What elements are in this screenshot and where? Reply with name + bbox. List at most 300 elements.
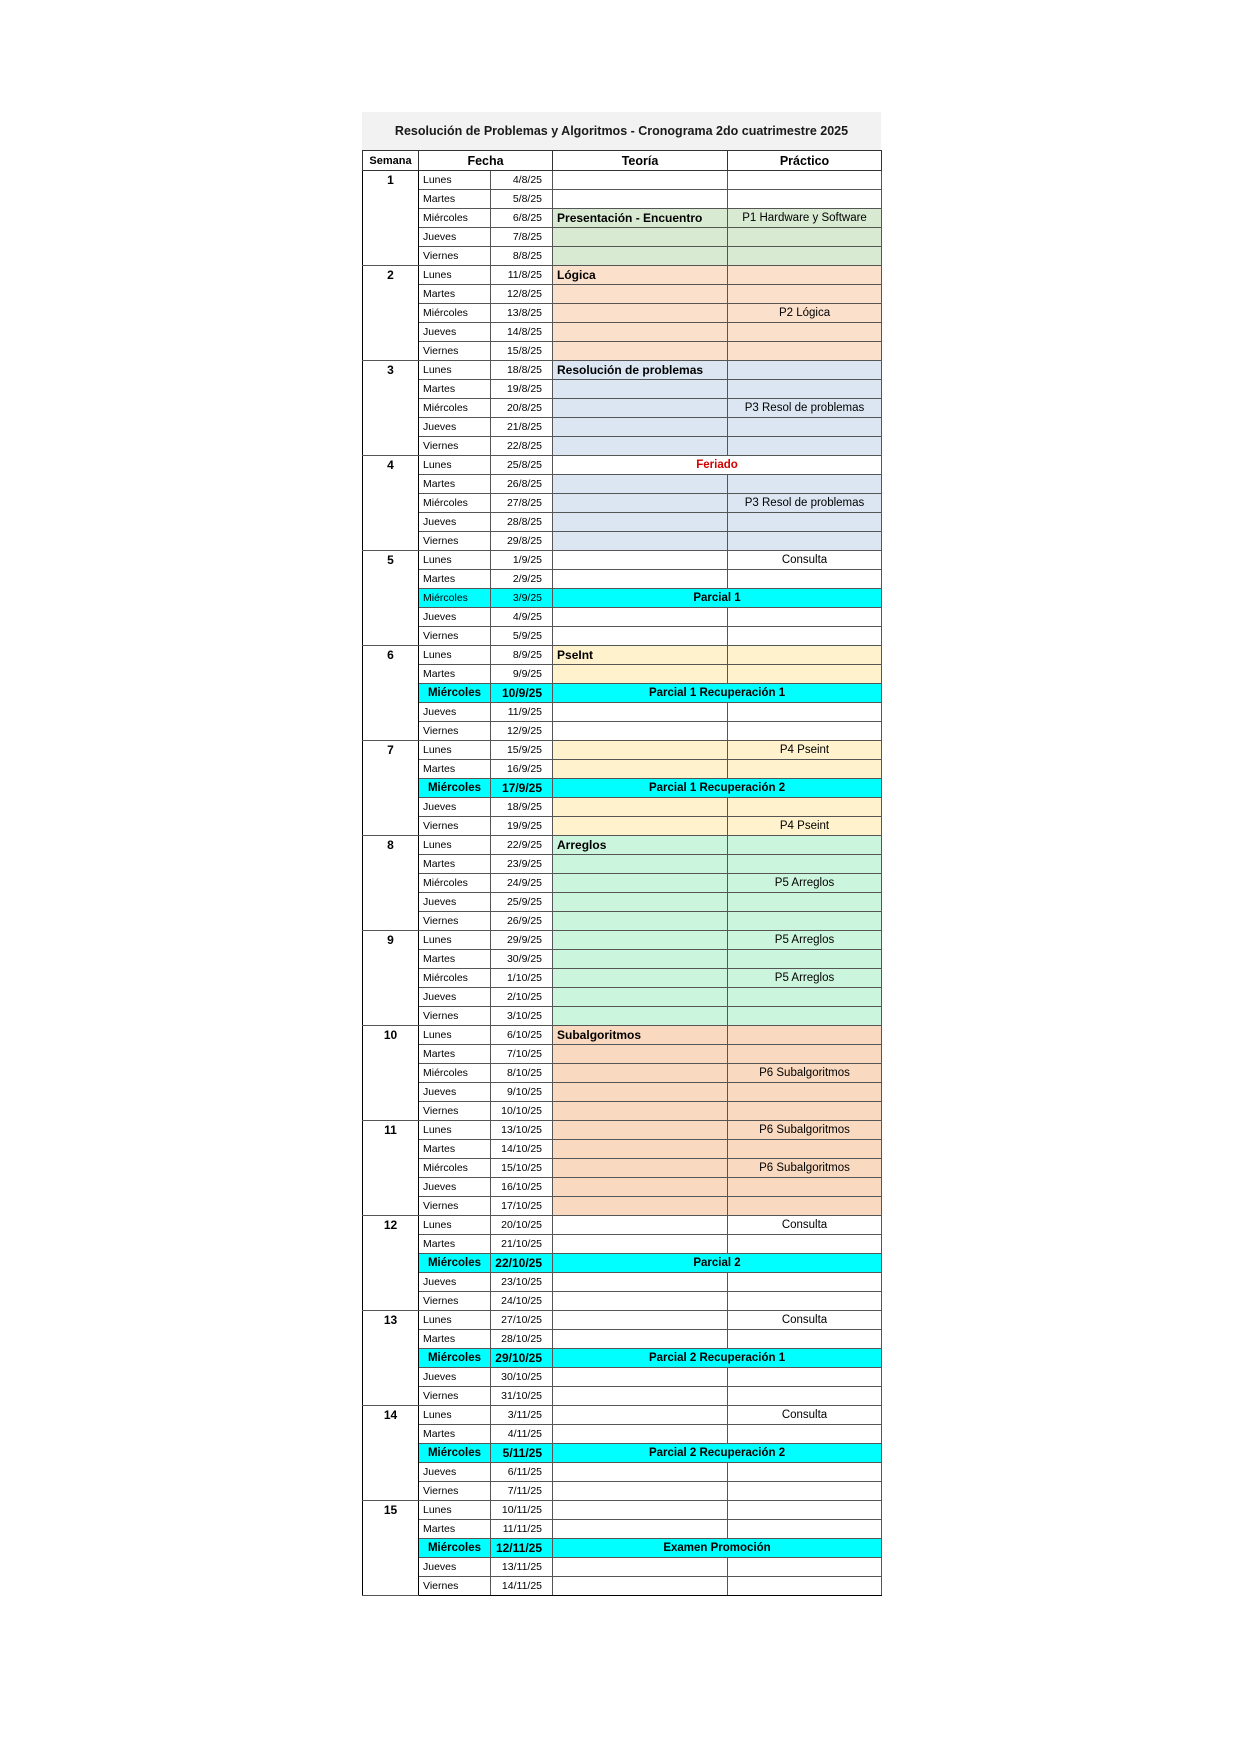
day-cell: Miércoles <box>419 874 491 893</box>
day-cell: Lunes <box>419 266 491 285</box>
practico-cell <box>728 285 882 304</box>
practico-cell <box>728 1140 882 1159</box>
teoria-cell <box>553 1064 728 1083</box>
schedule-row <box>363 874 882 893</box>
day-cell: Martes <box>419 1425 491 1444</box>
event-cell: Parcial 2 <box>553 1254 882 1273</box>
date-cell: 7/11/25 <box>491 1482 553 1501</box>
date-cell: 5/8/25 <box>491 190 553 209</box>
schedule-row <box>363 1292 882 1311</box>
practico-cell <box>728 380 882 399</box>
date-cell: 4/11/25 <box>491 1425 553 1444</box>
day-cell: Miércoles <box>419 304 491 323</box>
week-number: 9 <box>363 931 419 1026</box>
teoria-cell: Resolución de problemas <box>553 361 728 380</box>
teoria-cell <box>553 380 728 399</box>
week-number: 13 <box>363 1311 419 1406</box>
date-cell: 10/10/25 <box>491 1102 553 1121</box>
practico-cell <box>728 1235 882 1254</box>
date-cell: 22/8/25 <box>491 437 553 456</box>
day-cell: Viernes <box>419 247 491 266</box>
practico-cell <box>728 912 882 931</box>
schedule-row <box>363 1178 882 1197</box>
practico-cell <box>728 1330 882 1349</box>
schedule-row <box>363 1577 882 1596</box>
practico-cell: P6 Subalgoritmos <box>728 1121 882 1140</box>
schedule-row <box>363 817 882 836</box>
schedule-table <box>362 150 882 1596</box>
practico-cell <box>728 1292 882 1311</box>
day-cell: Viernes <box>419 912 491 931</box>
practico-cell <box>728 1577 882 1596</box>
practico-cell: P1 Hardware y Software <box>728 209 882 228</box>
teoria-cell <box>553 912 728 931</box>
date-cell: 15/9/25 <box>491 741 553 760</box>
schedule-row <box>363 798 882 817</box>
practico-cell: P3 Resol de problemas <box>728 494 882 513</box>
schedule-row <box>363 1425 882 1444</box>
header-practico: Práctico <box>728 151 882 171</box>
day-cell: Martes <box>419 855 491 874</box>
week-number: 12 <box>363 1216 419 1311</box>
schedule-row <box>363 836 882 855</box>
date-cell: 24/9/25 <box>491 874 553 893</box>
day-cell: Miércoles <box>419 589 491 608</box>
schedule-row <box>363 1216 882 1235</box>
schedule-row <box>363 570 882 589</box>
schedule-row <box>363 437 882 456</box>
teoria-cell: Arreglos <box>553 836 728 855</box>
schedule-row <box>363 1273 882 1292</box>
teoria-cell <box>553 893 728 912</box>
teoria-cell: Subalgoritmos <box>553 1026 728 1045</box>
teoria-cell <box>553 1121 728 1140</box>
event-cell: Feriado <box>553 456 882 475</box>
schedule-row <box>363 1235 882 1254</box>
event-cell: Parcial 1 <box>553 589 882 608</box>
week-number: 6 <box>363 646 419 741</box>
schedule-row <box>363 950 882 969</box>
date-cell: 29/9/25 <box>491 931 553 950</box>
schedule-row <box>363 760 882 779</box>
date-cell: 26/8/25 <box>491 475 553 494</box>
schedule-row <box>363 228 882 247</box>
teoria-cell <box>553 950 728 969</box>
date-cell: 20/10/25 <box>491 1216 553 1235</box>
teoria-cell <box>553 760 728 779</box>
day-cell: Jueves <box>419 703 491 722</box>
day-cell: Martes <box>419 380 491 399</box>
date-cell: 10/9/25 <box>491 684 553 703</box>
teoria-cell <box>553 1140 728 1159</box>
header-semana: Semana <box>363 151 419 171</box>
day-cell: Lunes <box>419 646 491 665</box>
week-number: 7 <box>363 741 419 836</box>
teoria-cell <box>553 304 728 323</box>
day-cell: Viernes <box>419 1482 491 1501</box>
teoria-cell <box>553 1178 728 1197</box>
date-cell: 7/8/25 <box>491 228 553 247</box>
day-cell: Miércoles <box>419 969 491 988</box>
date-cell: 28/8/25 <box>491 513 553 532</box>
teoria-cell: Lógica <box>553 266 728 285</box>
practico-cell <box>728 228 882 247</box>
teoria-cell <box>553 532 728 551</box>
day-cell: Lunes <box>419 1501 491 1520</box>
schedule-row <box>363 627 882 646</box>
teoria-cell <box>553 285 728 304</box>
schedule-row <box>363 1045 882 1064</box>
header-fecha: Fecha <box>419 151 553 171</box>
day-cell: Martes <box>419 760 491 779</box>
day-cell: Jueves <box>419 513 491 532</box>
day-cell: Miércoles <box>419 1444 491 1463</box>
day-cell: Miércoles <box>419 1539 491 1558</box>
day-cell: Martes <box>419 1045 491 1064</box>
schedule-row <box>363 266 882 285</box>
schedule-row <box>363 931 882 950</box>
day-cell: Viernes <box>419 817 491 836</box>
date-cell: 15/8/25 <box>491 342 553 361</box>
schedule-row <box>363 1121 882 1140</box>
date-cell: 6/10/25 <box>491 1026 553 1045</box>
day-cell: Miércoles <box>419 1254 491 1273</box>
date-cell: 18/9/25 <box>491 798 553 817</box>
schedule-row <box>363 741 882 760</box>
day-cell: Viernes <box>419 1007 491 1026</box>
schedule-row <box>363 1026 882 1045</box>
practico-cell <box>728 950 882 969</box>
practico-cell <box>728 1463 882 1482</box>
practico-cell <box>728 266 882 285</box>
date-cell: 16/10/25 <box>491 1178 553 1197</box>
schedule-row <box>363 684 882 703</box>
practico-cell <box>728 418 882 437</box>
schedule-row <box>363 1387 882 1406</box>
practico-cell <box>728 836 882 855</box>
day-cell: Lunes <box>419 171 491 190</box>
event-cell: Parcial 2 Recuperación 1 <box>553 1349 882 1368</box>
day-cell: Lunes <box>419 931 491 950</box>
schedule-row <box>363 1311 882 1330</box>
schedule-row <box>363 1482 882 1501</box>
week-number: 4 <box>363 456 419 551</box>
practico-cell <box>728 437 882 456</box>
day-cell: Jueves <box>419 228 491 247</box>
date-cell: 25/8/25 <box>491 456 553 475</box>
date-cell: 27/10/25 <box>491 1311 553 1330</box>
date-cell: 8/8/25 <box>491 247 553 266</box>
schedule-row <box>363 665 882 684</box>
day-cell: Jueves <box>419 1463 491 1482</box>
day-cell: Miércoles <box>419 399 491 418</box>
teoria-cell <box>553 627 728 646</box>
day-cell: Lunes <box>419 1311 491 1330</box>
day-cell: Jueves <box>419 1558 491 1577</box>
event-cell: Parcial 1 Recuperación 2 <box>553 779 882 798</box>
day-cell: Martes <box>419 570 491 589</box>
schedule-row <box>363 380 882 399</box>
day-cell: Martes <box>419 1235 491 1254</box>
teoria-cell <box>553 608 728 627</box>
schedule-row <box>363 1197 882 1216</box>
teoria-cell <box>553 323 728 342</box>
schedule-sheet <box>362 112 881 1596</box>
day-cell: Jueves <box>419 893 491 912</box>
practico-cell <box>728 1273 882 1292</box>
practico-cell <box>728 760 882 779</box>
day-cell: Martes <box>419 190 491 209</box>
teoria-cell <box>553 1007 728 1026</box>
practico-cell <box>728 1083 882 1102</box>
day-cell: Jueves <box>419 608 491 627</box>
teoria-cell <box>553 1159 728 1178</box>
event-cell: Parcial 2 Recuperación 2 <box>553 1444 882 1463</box>
teoria-cell <box>553 1311 728 1330</box>
day-cell: Lunes <box>419 361 491 380</box>
day-cell: Viernes <box>419 1577 491 1596</box>
teoria-cell <box>553 1577 728 1596</box>
practico-cell <box>728 627 882 646</box>
practico-cell <box>728 646 882 665</box>
teoria-cell <box>553 1482 728 1501</box>
teoria-cell <box>553 475 728 494</box>
schedule-row <box>363 304 882 323</box>
schedule-row <box>363 969 882 988</box>
teoria-cell <box>553 988 728 1007</box>
practico-cell <box>728 608 882 627</box>
teoria-cell <box>553 1197 728 1216</box>
date-cell: 30/10/25 <box>491 1368 553 1387</box>
date-cell: 7/10/25 <box>491 1045 553 1064</box>
day-cell: Jueves <box>419 1178 491 1197</box>
week-number: 3 <box>363 361 419 456</box>
event-cell: Parcial 1 Recuperación 1 <box>553 684 882 703</box>
practico-cell: P4 Pseint <box>728 741 882 760</box>
week-number: 10 <box>363 1026 419 1121</box>
schedule-row <box>363 988 882 1007</box>
teoria-cell <box>553 798 728 817</box>
week-number: 15 <box>363 1501 419 1596</box>
day-cell: Viernes <box>419 1387 491 1406</box>
schedule-row <box>363 399 882 418</box>
schedule-row <box>363 532 882 551</box>
teoria-cell <box>553 1330 728 1349</box>
date-cell: 4/8/25 <box>491 171 553 190</box>
date-cell: 20/8/25 <box>491 399 553 418</box>
practico-cell <box>728 665 882 684</box>
date-cell: 15/10/25 <box>491 1159 553 1178</box>
date-cell: 5/11/25 <box>491 1444 553 1463</box>
teoria-cell <box>553 399 728 418</box>
teoria-cell <box>553 342 728 361</box>
day-cell: Lunes <box>419 1121 491 1140</box>
date-cell: 1/10/25 <box>491 969 553 988</box>
schedule-row <box>363 722 882 741</box>
practico-cell <box>728 513 882 532</box>
practico-cell <box>728 798 882 817</box>
schedule-row <box>363 475 882 494</box>
teoria-cell <box>553 228 728 247</box>
date-cell: 19/8/25 <box>491 380 553 399</box>
teoria-cell <box>553 817 728 836</box>
day-cell: Miércoles <box>419 209 491 228</box>
schedule-row <box>363 646 882 665</box>
day-cell: Viernes <box>419 1292 491 1311</box>
date-cell: 14/10/25 <box>491 1140 553 1159</box>
week-number: 8 <box>363 836 419 931</box>
day-cell: Miércoles <box>419 684 491 703</box>
practico-cell <box>728 1197 882 1216</box>
day-cell: Viernes <box>419 722 491 741</box>
schedule-row <box>363 513 882 532</box>
day-cell: Viernes <box>419 342 491 361</box>
header-teoria: Teoría <box>553 151 728 171</box>
date-cell: 8/10/25 <box>491 1064 553 1083</box>
teoria-cell <box>553 190 728 209</box>
practico-cell <box>728 1387 882 1406</box>
practico-cell <box>728 361 882 380</box>
day-cell: Jueves <box>419 1273 491 1292</box>
date-cell: 13/10/25 <box>491 1121 553 1140</box>
teoria-cell <box>553 418 728 437</box>
day-cell: Miércoles <box>419 779 491 798</box>
day-cell: Jueves <box>419 1368 491 1387</box>
schedule-row <box>363 1083 882 1102</box>
teoria-cell <box>553 1520 728 1539</box>
date-cell: 22/9/25 <box>491 836 553 855</box>
practico-cell <box>728 1425 882 1444</box>
date-cell: 22/10/25 <box>491 1254 553 1273</box>
event-cell: Examen Promoción <box>553 1539 882 1558</box>
practico-cell <box>728 1482 882 1501</box>
practico-cell <box>728 855 882 874</box>
day-cell: Martes <box>419 475 491 494</box>
practico-cell <box>728 532 882 551</box>
teoria-cell <box>553 1235 728 1254</box>
teoria-cell <box>553 703 728 722</box>
day-cell: Lunes <box>419 456 491 475</box>
date-cell: 17/10/25 <box>491 1197 553 1216</box>
date-cell: 12/11/25 <box>491 1539 553 1558</box>
day-cell: Martes <box>419 285 491 304</box>
practico-cell: P6 Subalgoritmos <box>728 1159 882 1178</box>
date-cell: 13/8/25 <box>491 304 553 323</box>
practico-cell <box>728 1045 882 1064</box>
date-cell: 5/9/25 <box>491 627 553 646</box>
schedule-row <box>363 1444 882 1463</box>
practico-cell: Consulta <box>728 1216 882 1235</box>
schedule-row <box>363 342 882 361</box>
teoria-cell: Presentación - Encuentro <box>553 209 728 228</box>
schedule-row <box>363 247 882 266</box>
date-cell: 6/8/25 <box>491 209 553 228</box>
day-cell: Jueves <box>419 323 491 342</box>
day-cell: Jueves <box>419 798 491 817</box>
practico-cell <box>728 703 882 722</box>
schedule-row <box>363 1140 882 1159</box>
schedule-row <box>363 494 882 513</box>
day-cell: Miércoles <box>419 1349 491 1368</box>
teoria-cell <box>553 1102 728 1121</box>
practico-cell <box>728 1007 882 1026</box>
week-number: 11 <box>363 1121 419 1216</box>
date-cell: 23/9/25 <box>491 855 553 874</box>
practico-cell: Consulta <box>728 551 882 570</box>
schedule-row <box>363 1558 882 1577</box>
day-cell: Viernes <box>419 532 491 551</box>
date-cell: 4/9/25 <box>491 608 553 627</box>
date-cell: 2/9/25 <box>491 570 553 589</box>
week-number: 14 <box>363 1406 419 1501</box>
schedule-row <box>363 1007 882 1026</box>
day-cell: Miércoles <box>419 1159 491 1178</box>
date-cell: 17/9/25 <box>491 779 553 798</box>
teoria-cell <box>553 874 728 893</box>
teoria-cell <box>553 1406 728 1425</box>
practico-cell <box>728 1558 882 1577</box>
schedule-row <box>363 589 882 608</box>
practico-cell <box>728 190 882 209</box>
teoria-cell <box>553 494 728 513</box>
teoria-cell <box>553 1083 728 1102</box>
schedule-row <box>363 1368 882 1387</box>
practico-cell <box>728 247 882 266</box>
practico-cell <box>728 1520 882 1539</box>
practico-cell <box>728 988 882 1007</box>
practico-cell: P3 Resol de problemas <box>728 399 882 418</box>
date-cell: 25/9/25 <box>491 893 553 912</box>
teoria-cell: PseInt <box>553 646 728 665</box>
date-cell: 14/8/25 <box>491 323 553 342</box>
schedule-row <box>363 1254 882 1273</box>
date-cell: 9/10/25 <box>491 1083 553 1102</box>
teoria-cell <box>553 741 728 760</box>
date-cell: 19/9/25 <box>491 817 553 836</box>
schedule-body <box>363 171 882 1596</box>
day-cell: Lunes <box>419 741 491 760</box>
schedule-row <box>363 1463 882 1482</box>
date-cell: 31/10/25 <box>491 1387 553 1406</box>
schedule-row <box>363 1330 882 1349</box>
week-number: 5 <box>363 551 419 646</box>
practico-cell: P4 Pseint <box>728 817 882 836</box>
day-cell: Lunes <box>419 836 491 855</box>
date-cell: 2/10/25 <box>491 988 553 1007</box>
schedule-row <box>363 456 882 475</box>
schedule-row <box>363 418 882 437</box>
page-title: Resolución de Problemas y Algoritmos - Cronograma 2do cuatrimestre 2025 <box>362 112 881 150</box>
practico-cell <box>728 171 882 190</box>
date-cell: 26/9/25 <box>491 912 553 931</box>
day-cell: Miércoles <box>419 494 491 513</box>
date-cell: 29/10/25 <box>491 1349 553 1368</box>
teoria-cell <box>553 1387 728 1406</box>
schedule-row <box>363 1064 882 1083</box>
day-cell: Viernes <box>419 627 491 646</box>
date-cell: 18/8/25 <box>491 361 553 380</box>
day-cell: Martes <box>419 1520 491 1539</box>
schedule-row <box>363 608 882 627</box>
date-cell: 21/10/25 <box>491 1235 553 1254</box>
teoria-cell <box>553 969 728 988</box>
date-cell: 6/11/25 <box>491 1463 553 1482</box>
schedule-row <box>363 323 882 342</box>
practico-cell: Consulta <box>728 1311 882 1330</box>
date-cell: 30/9/25 <box>491 950 553 969</box>
date-cell: 11/11/25 <box>491 1520 553 1539</box>
practico-cell <box>728 342 882 361</box>
